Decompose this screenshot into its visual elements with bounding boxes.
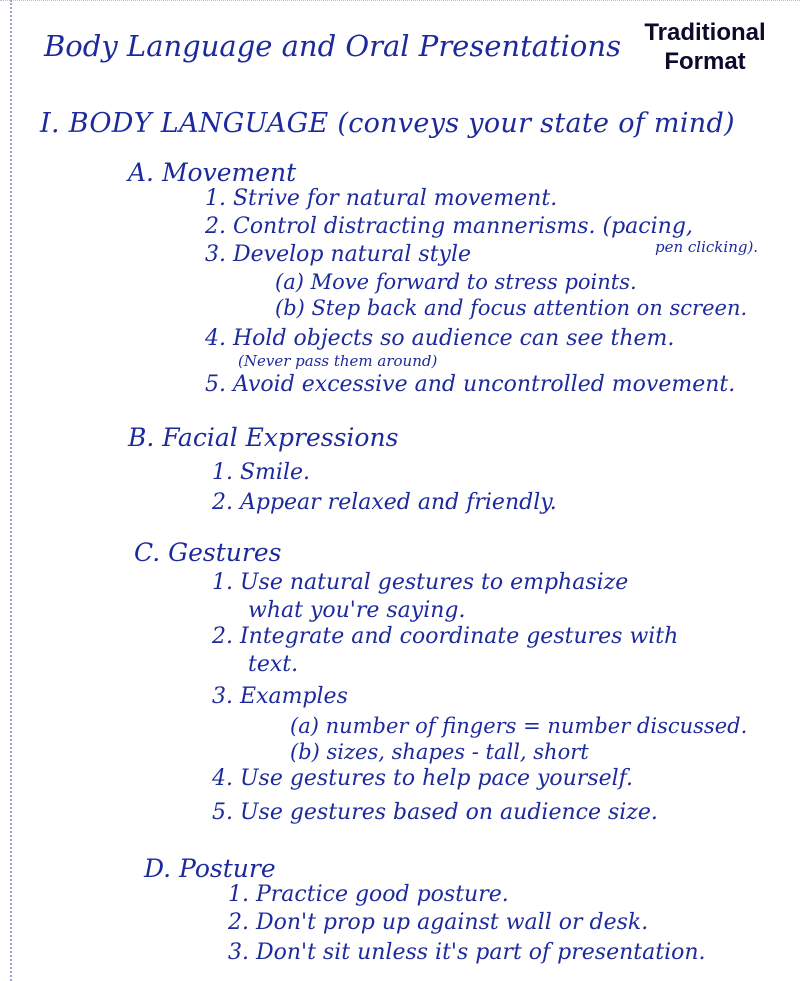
outline-subitem: (b) Step back and focus attention on screen. <box>275 296 748 320</box>
outline-subitem: (a) Move forward to stress points. <box>275 270 637 294</box>
outline-item: 3. Don't sit unless it's part of presentation. <box>228 940 706 965</box>
outline-item: 1. Use natural gestures to emphasize <box>212 570 629 595</box>
outline-item: 1. Strive for natural movement. <box>205 186 558 211</box>
outline-subitem: (a) number of fingers = number discussed. <box>290 714 748 738</box>
top-rule <box>0 0 800 1</box>
outline-item: 1. Smile. <box>212 460 311 485</box>
subsection-heading-facial-expressions: B. Facial Expressions <box>128 423 399 452</box>
subsection-heading-gestures: C. Gestures <box>134 538 282 567</box>
outline-item: 2. Don't prop up against wall or desk. <box>228 910 649 935</box>
item-continuation: what you're saying. <box>248 598 466 623</box>
page-title: Body Language and Oral Presentations <box>44 29 621 63</box>
subsection-heading-posture: D. Posture <box>144 854 276 883</box>
outline-item: 3. Examples <box>212 684 348 709</box>
outline-item: 3. Develop natural style <box>205 242 472 267</box>
format-badge <box>620 18 790 76</box>
section-heading: I. BODY LANGUAGE (conveys your state of mind) <box>40 108 735 139</box>
outline-item: 2. Integrate and coordinate gestures with <box>212 624 679 649</box>
item-continuation: text. <box>248 652 299 677</box>
format-badge-line1: Traditional <box>644 19 766 46</box>
margin-rule <box>10 0 12 981</box>
item-continuation: pen clicking). <box>655 238 759 256</box>
outline-item: 5. Use gestures based on audience size. <box>212 800 658 825</box>
subsection-heading-movement: A. Movement <box>128 158 297 187</box>
format-badge-line2: Format <box>664 48 746 75</box>
item-note: (Never pass them around) <box>238 352 438 370</box>
outline-item: 2. Appear relaxed and friendly. <box>212 490 557 515</box>
outline-item: 4. Hold objects so audience can see them. <box>205 326 675 351</box>
outline-item: 5. Avoid excessive and uncontrolled movement. <box>205 372 736 397</box>
outline-item: 1. Practice good posture. <box>228 882 509 907</box>
outline-item: 4. Use gestures to help pace yourself. <box>212 766 634 791</box>
outline-subitem: (b) sizes, shapes - tall, short <box>290 740 589 764</box>
outline-item: 2. Control distracting mannerisms. (pacing, <box>205 214 693 239</box>
